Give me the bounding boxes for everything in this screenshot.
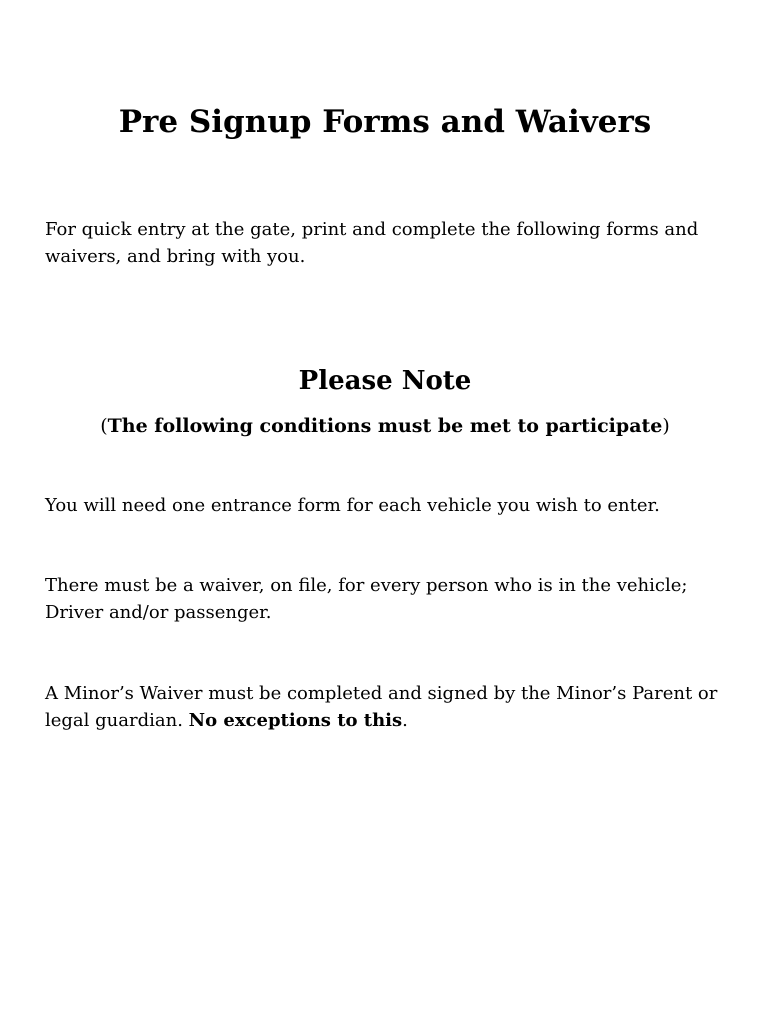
- page-title: Pre Signup Forms and Waivers: [118, 104, 652, 140]
- note-subheading: [0, 412, 770, 440]
- condition-minors-waiver-period: .: [402, 710, 408, 731]
- note-subheading-text: The following conditions must be met to participate: [107, 415, 663, 437]
- condition-waiver-on-file: There must be a waiver, on file, for every person who is in the vehicle; Driver and/or passenger.: [45, 575, 688, 623]
- intro-paragraph: For quick entry at the gate, print and complete the following forms and waivers, and bring with you.: [45, 219, 699, 267]
- note-close-paren: ): [662, 415, 670, 437]
- condition-minors-waiver-emphasis: No exceptions to this: [188, 710, 403, 731]
- condition-minors-waiver: [45, 680, 725, 734]
- condition-minors-waiver-text: A Minor’s Waiver must be completed and signed by the Minor’s Parent or legal guardian.: [45, 683, 718, 731]
- note-heading: Please Note: [298, 366, 472, 396]
- condition-entrance-form: You will need one entrance form for each vehicle you wish to enter.: [45, 495, 660, 516]
- note-open-paren: (: [100, 415, 108, 437]
